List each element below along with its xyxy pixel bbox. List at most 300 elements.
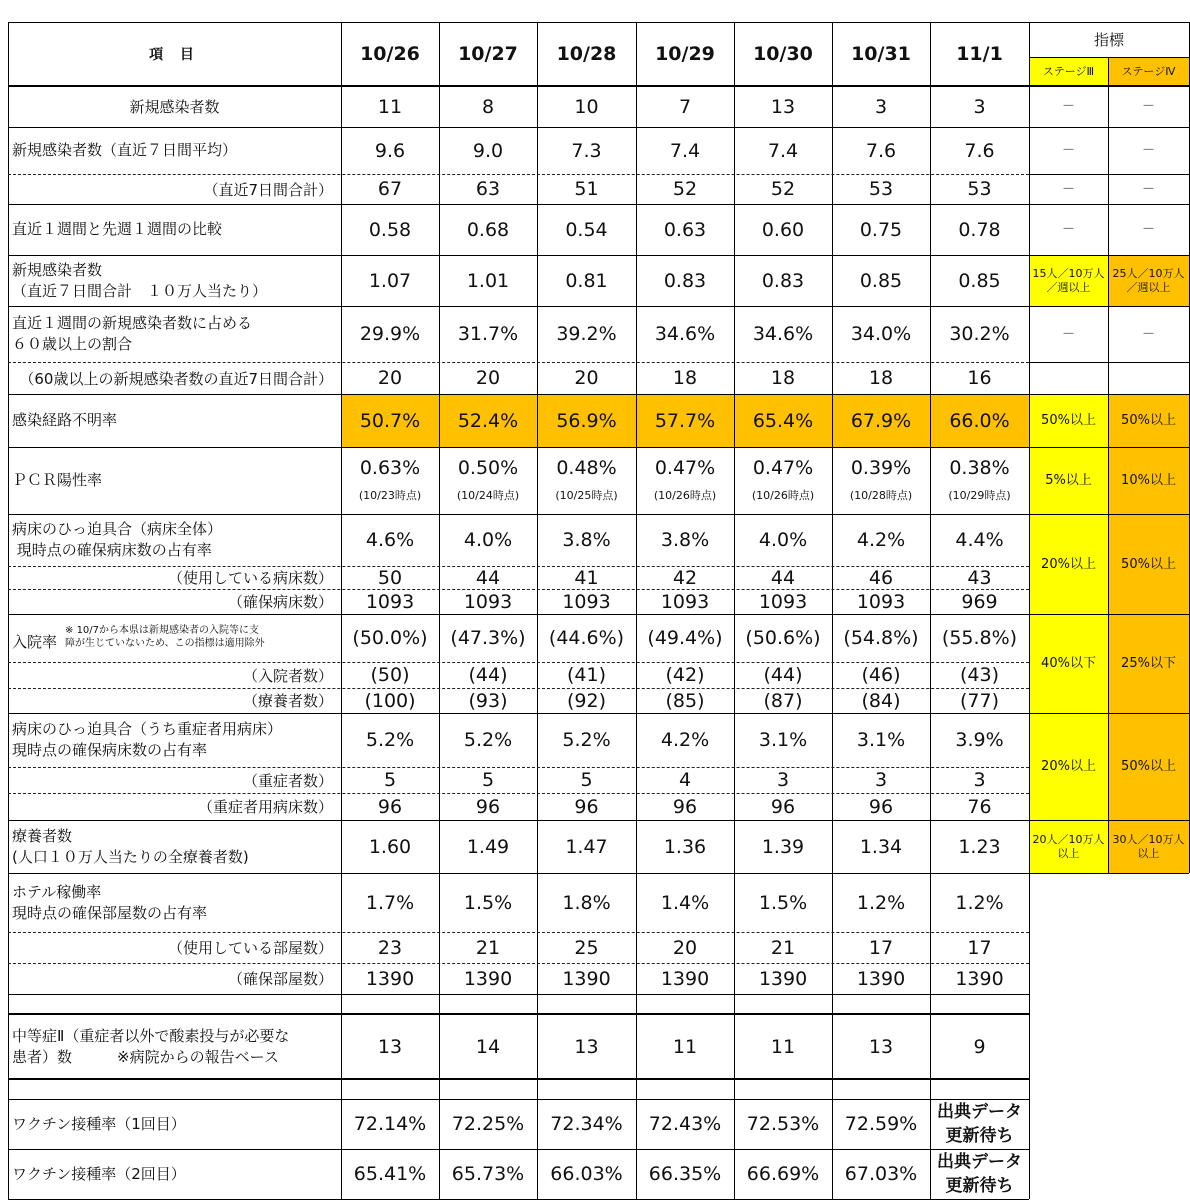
value-hotel_rate-4: 1.5% [758,891,808,914]
row-label-recuperating: （療養者数） [242,692,333,710]
value-blank1-1 [439,994,537,1014]
value-recup100k-4: 1.39 [761,835,805,858]
row-label-new_cases: 新規感染者数 [129,98,220,116]
value-rooms_secured-2: 1390 [562,967,611,990]
table-rule [8,204,1189,205]
dotted-separator [8,362,1029,363]
table-rule [930,22,931,1199]
value-over60sum-0: 20 [377,367,403,389]
value-severe_rate-0: 5.2% [365,729,415,751]
value-new_cases-3: 7 [678,95,692,118]
value-ratio-4: 0.60 [761,218,805,241]
row-label-over60: 直近１週間の新規感染者数に占める ６０歳以上の割合 [12,314,253,353]
value-hosp_rate-2: (44.6%) [548,627,625,649]
table-rule [8,447,1189,448]
value-bed_rate-0: 4.6% [365,529,415,551]
value-moderate2-3: 11 [672,1035,698,1058]
value-over60sum-1: 20 [475,367,501,389]
row-label-per100k: 新規感染者数 （直近７日間合計 １０万人当たり） [12,260,268,300]
stage4-merged-2: 50%以上 [1108,713,1189,820]
value-inpatients-0: (50) [370,664,410,686]
value-over60-5: 34.0% [850,323,912,345]
value-date-note: (10/26時点) [653,488,717,502]
value-date-note: (10/23時点) [358,488,422,502]
value-severe_rate-2: 5.2% [562,729,611,751]
row-label-vax1: ワクチン接種率（1回目） [12,1114,186,1133]
table-rule [8,713,1189,714]
value-rooms_used-2: 25 [574,936,599,959]
value-inpatients-5: (46) [861,664,901,686]
value-per100k-0: 1.07 [368,269,412,292]
value-over60sum-6: 16 [967,367,992,389]
value-per100k-5: 0.85 [859,269,903,292]
value-vax2-1: 65.73% [451,1163,525,1185]
value-rooms_secured-3: 1390 [660,967,710,990]
value-vax1-0: 72.14% [353,1113,427,1135]
value-blank1-6 [930,994,1029,1014]
value-beds_used-6: 43 [967,566,992,589]
row-label-rooms_used: （使用している部屋数） [167,939,333,957]
dotted-separator [8,963,1029,964]
row-label-inpatients: （入院者数） [242,666,333,685]
value-sum7-4: 52 [770,178,796,200]
value-bed_rate-1: 4.0% [463,529,513,551]
value-recup100k-5: 1.34 [859,835,903,858]
stage3-per100k: 15人／10万人 ／週以上 [1029,255,1108,306]
stage4-sum7: － [1141,181,1155,197]
value-severe-4: 3 [776,769,790,791]
value-pcr-4 [734,447,832,514]
stage4-new_cases: － [1141,99,1155,114]
value-new_cases-1: 8 [481,95,495,118]
stage3-header: ステージⅢ [1029,57,1108,86]
value-beds_used-1: 44 [475,566,501,589]
value-new_cases-0: 11 [377,95,403,118]
date-header-0: 10/26 [360,43,420,65]
value-over60-6: 30.2% [949,323,1010,345]
value-blank1-5 [832,994,930,1014]
value-severe_beds-4: 96 [770,795,796,818]
value-severe_rate-4: 3.1% [758,729,808,751]
value-bed_rate-3: 3.8% [660,529,710,551]
value-blank2-1 [439,1079,537,1099]
table-rule [1029,22,1030,1199]
row-label-moderate2: 中等症Ⅱ（重症者以外で酸素投与が必要な 患者）数 ※病院からの報告ベース [12,1026,290,1066]
value-recuperating-2: (92) [566,689,606,712]
value-rooms_secured-0: 1390 [365,967,415,990]
value-per100k-4: 0.83 [761,269,805,292]
row-label-pcr: ＰＣＲ陽性率 [12,471,103,489]
dotted-separator [8,174,1029,175]
value-moderate2-5: 13 [868,1035,894,1058]
date-header-6: 11/1 [956,43,1003,65]
table-rule [8,873,1189,874]
table-rule [8,85,1189,87]
row-label-vax2: ワクチン接種率（2回目） [12,1164,186,1183]
row-label-hotel_rate: ホテル稼働率 現時点の確保部屋数の占有率 [12,882,208,922]
value-hotel_rate-3: 1.4% [660,891,710,914]
value-vax1-2: 72.34% [550,1113,623,1135]
dotted-separator [8,662,1029,663]
value-recup100k-1: 1.49 [466,835,510,858]
row-label-avg7: 新規感染者数（直近７日間平均） [12,141,238,159]
value-inpatients-2: (41) [566,664,606,686]
value-severe_beds-1: 96 [475,795,501,818]
value-rooms_used-3: 20 [672,936,698,959]
value-hotel_rate-2: 1.8% [562,891,611,914]
value-beds_used-2: 41 [574,566,599,589]
value-date-note: (10/24時点) [456,488,520,502]
value-beds_used-0: 50 [377,566,403,589]
value-severe_rate-3: 4.2% [660,729,710,751]
value-blank2-4 [734,1079,832,1099]
value-unknown_route-3: 57.7% [636,394,734,447]
value-blank2-6 [930,1079,1029,1099]
value-over60-3: 34.6% [654,323,716,345]
table-rule [8,1078,1029,1080]
value-ratio-2: 0.54 [565,218,608,241]
value-ratio-0: 0.58 [368,218,412,241]
value-beds_secured-2: 1093 [562,590,611,613]
value-hosp_rate-5: (54.8%) [843,627,919,649]
row-label-beds_secured: （確保病床数） [227,593,333,611]
value-severe_beds-2: 96 [574,795,599,818]
value-pcr-5 [832,447,930,514]
value-blank1-2 [537,994,636,1014]
value-sum7-0: 67 [377,178,403,200]
value-rooms_used-1: 21 [475,936,501,959]
row-label-recup100k: 療養者数 (人口１０万人当たりの全療養者数) [12,826,249,866]
value-severe-2: 5 [580,769,593,791]
date-header-2: 10/28 [556,43,617,65]
value-main: 0.47% [752,456,814,479]
value-unknown_route-4: 65.4% [734,394,832,447]
value-vax2-3: 66.35% [648,1163,722,1185]
value-rooms_secured-6: 1390 [955,967,1004,990]
value-per100k-6: 0.85 [958,269,1001,292]
value-severe-1: 5 [481,769,495,791]
value-avg7-3: 7.4 [669,139,701,162]
value-moderate2-1: 14 [475,1035,501,1058]
stage3-merged-0: 20%以上 [1029,514,1108,614]
value-inpatients-6: (43) [959,664,999,686]
value-avg7-1: 9.0 [472,139,504,162]
value-severe_beds-6: 76 [967,795,992,818]
value-moderate2-4: 11 [770,1035,796,1058]
table-rule [8,820,1189,821]
value-severe_beds-5: 96 [868,795,894,818]
value-recuperating-1: (93) [468,689,508,712]
value-over60sum-4: 18 [770,367,796,389]
value-blank2-3 [636,1079,734,1099]
stage3-unknown_route: 50%以上 [1029,394,1108,447]
row-label-bed_rate: 病床のひっ迫具合（病床全体） 現時点の確保病床数の占有率 [12,520,223,559]
row-label-hosp_rate [8,614,341,662]
value-beds_secured-1: 1093 [463,590,513,613]
value-beds_secured-5: 1093 [856,590,906,613]
value-pcr-2 [537,447,636,514]
date-header-4: 10/30 [753,43,813,65]
value-rooms_secured-4: 1390 [758,967,808,990]
value-over60-2: 39.2% [556,323,617,345]
table-rule [8,994,1029,995]
dotted-separator [8,767,1029,768]
value-sum7-3: 52 [672,178,698,200]
table-rule [636,22,637,1199]
value-recup100k-3: 1.36 [663,835,707,858]
value-unknown_route-0: 50.7% [341,394,439,447]
value-pcr-6 [930,447,1029,514]
row-label-over60sum: （60歳以上の新規感染者数の直近7日間合計） [19,369,333,388]
value-severe-3: 4 [678,769,692,791]
value-recup100k-2: 1.47 [565,835,608,858]
value-new_cases-5: 3 [874,95,888,118]
row-label-severe: （重症者数） [242,771,333,790]
table-rule [8,1149,1029,1150]
stage3-over60: － [1061,326,1075,342]
table-rule [8,394,1189,395]
value-main: 0.47% [654,456,716,479]
value-moderate2-0: 13 [377,1035,403,1058]
value-hotel_rate-5: 1.2% [856,891,906,914]
stage3-merged-1: 40%以下 [1029,614,1108,713]
value-over60sum-5: 18 [868,367,894,389]
value-pcr-1 [439,447,537,514]
value-blank1-3 [636,994,734,1014]
value-bed_rate-2: 3.8% [562,529,611,551]
value-avg7-2: 7.3 [571,139,602,162]
value-main: 0.39% [850,456,912,479]
value-bed_rate-6: 4.4% [955,529,1004,551]
value-severe_beds-0: 96 [377,795,403,818]
value-hosp_rate-0: (50.0%) [352,627,428,649]
value-hotel_rate-1: 1.5% [463,891,513,914]
value-vax2-0: 65.41% [353,1163,427,1185]
value-beds_secured-3: 1093 [660,590,710,613]
value-recup100k-0: 1.60 [368,835,412,858]
value-sum7-5: 53 [868,178,894,200]
table-rule [1108,57,1109,873]
row-label-blank1 [8,994,341,1014]
value-beds_secured-6: 969 [961,590,998,613]
row-label-blank2 [8,1079,341,1099]
value-hosp_rate-4: (50.6%) [745,627,821,649]
value-rooms_used-5: 17 [868,936,894,959]
stage3-sum7: － [1061,181,1075,197]
table-rule [734,22,735,1199]
value-beds_used-5: 46 [868,566,894,589]
dotted-separator [8,688,1029,689]
indicator-blank [1029,362,1189,394]
row-label-rooms_secured: （確保部屋数） [227,970,333,988]
stage3-new_cases: － [1061,99,1075,114]
dotted-separator [8,589,1029,590]
table-rule [8,255,1189,256]
value-vax1-1: 72.25% [451,1113,525,1135]
value-blank2-5 [832,1079,930,1099]
table-rule [8,306,1189,307]
stage3-merged-2: 20%以上 [1029,713,1108,820]
value-ratio-6: 0.78 [958,218,1001,241]
value-vax1-3: 72.43% [648,1113,722,1135]
value-recuperating-5: (84) [861,689,901,712]
value-over60-4: 34.6% [752,323,814,345]
value-vax1-6: 出典データ 更新待ち [937,1102,1022,1146]
value-vax1-4: 72.53% [746,1113,820,1135]
value-blank2-0 [341,1079,439,1099]
value-vax2-2: 66.03% [550,1163,623,1185]
value-beds_secured-0: 1093 [365,590,415,613]
value-blank2-2 [537,1079,636,1099]
value-main: 0.63% [359,456,421,479]
table-rule [832,22,833,1199]
stage4-avg7: － [1141,143,1155,158]
hospitalization-note: ※ 10/7から本県は新規感染者の入院等に支 障が生じていないため、この指標は適用除外 [65,625,265,649]
dotted-separator [8,793,1029,794]
stage4-over60: － [1141,326,1155,342]
value-hosp_rate-6: (55.8%) [941,627,1018,649]
value-new_cases-6: 3 [973,95,986,118]
stage3-avg7: － [1061,143,1075,158]
table-rule [1029,873,1189,874]
value-recuperating-3: (85) [665,689,705,712]
table-rule [8,22,1189,23]
row-label-beds_used: （使用している病床数） [167,569,333,587]
value-moderate2-6: 9 [973,1035,986,1058]
value-date-note: (10/26時点) [751,488,815,502]
value-recup100k-6: 1.23 [958,835,1001,858]
row-label-unknown_route: 感染経路不明率 [12,411,118,429]
value-new_cases-4: 13 [770,95,796,118]
value-main: 0.50% [457,456,519,479]
value-bed_rate-4: 4.0% [758,529,808,551]
value-date-note: (10/25時点) [555,488,618,502]
table-rule [8,1099,1029,1100]
value-inpatients-3: (42) [665,664,705,686]
value-unknown_route-6: 66.0% [930,394,1029,447]
value-sum7-6: 53 [967,178,992,200]
table-rule [8,614,1189,615]
value-beds_secured-4: 1093 [758,590,808,613]
value-unknown_route-1: 52.4% [439,394,537,447]
date-header-1: 10/27 [458,43,518,65]
value-sum7-2: 51 [574,178,599,200]
value-recuperating-6: (77) [959,689,999,712]
value-inpatients-1: (44) [468,664,508,686]
value-avg7-6: 7.6 [964,139,995,162]
value-vax2-5: 67.03% [844,1163,918,1185]
table-rule [1029,362,1189,363]
value-hosp_rate-3: (49.4%) [647,627,723,649]
stage4-recup100k: 30人／10万人 以上 [1108,820,1189,873]
stage4-header: ステージⅣ [1108,57,1189,86]
row-label-ratio: 直近１週間と先週１週間の比較 [12,220,223,238]
row-label-severe_beds: （重症者用病床数） [197,798,333,816]
value-severe_rate-1: 5.2% [463,729,513,751]
value-over60-0: 29.9% [359,323,421,345]
value-rooms_secured-5: 1390 [856,967,906,990]
value-ratio-1: 0.68 [466,218,510,241]
value-rooms_used-6: 17 [967,936,992,959]
value-per100k-3: 0.83 [663,269,707,292]
value-avg7-5: 7.6 [865,139,897,162]
table-rule [537,22,538,1199]
value-inpatients-4: (44) [763,664,803,686]
dotted-separator [8,932,1029,933]
dotted-separator [8,566,1029,567]
value-severe-5: 3 [874,769,888,791]
stage4-per100k: 25人／10万人 ／週以上 [1108,255,1189,306]
value-rooms_secured-1: 1390 [463,967,513,990]
value-recuperating-0: (100) [364,689,416,712]
row-label-sum7: （直近7日間合計） [203,180,333,199]
table-rule [8,127,1189,128]
value-over60sum-3: 18 [672,367,698,389]
value-over60sum-2: 20 [574,367,599,389]
value-pcr-3 [636,447,734,514]
date-header-3: 10/29 [655,43,715,65]
value-beds_used-4: 44 [770,566,796,589]
value-per100k-2: 0.81 [565,269,608,292]
value-rooms_used-4: 21 [770,936,796,959]
value-sum7-1: 63 [475,178,501,200]
stage3-recup100k: 20人／10万人 以上 [1029,820,1108,873]
table-rule [1029,174,1189,175]
stage3-ratio: － [1061,222,1075,237]
value-avg7-4: 7.4 [767,139,799,162]
value-pcr-0 [341,447,439,514]
value-ratio-3: 0.63 [663,218,707,241]
stage3-pcr: 5%以上 [1029,447,1108,514]
value-date-note: (10/28時点) [849,488,913,502]
value-main: 0.48% [556,456,617,479]
stage4-ratio: － [1141,222,1155,237]
row-label-severe_rate: 病床のひっ迫具合（うち重症者用病床） 現時点の確保病床数の占有率 [12,720,283,759]
value-severe_rate-6: 3.9% [955,729,1004,751]
table-rule [8,514,1189,515]
value-moderate2-2: 13 [574,1035,599,1058]
stage4-merged-1: 25%以下 [1108,614,1189,713]
stage4-merged-0: 50%以上 [1108,514,1189,614]
value-severe-0: 5 [383,769,397,791]
value-date-note: (10/29時点) [948,488,1011,502]
stage4-unknown_route: 50%以上 [1108,394,1189,447]
value-over60-1: 31.7% [457,323,519,345]
indicator-header: 指標 [1093,31,1124,49]
value-per100k-1: 1.01 [466,269,510,292]
value-avg7-0: 9.6 [374,139,406,162]
table-rule [8,22,9,1199]
table-rule [1029,57,1189,58]
value-vax2-6: 出典データ 更新待ち [937,1152,1022,1196]
value-severe_beds-3: 96 [672,795,698,818]
value-bed_rate-5: 4.2% [856,529,906,551]
value-vax2-4: 66.69% [746,1163,820,1185]
table-rule [8,1013,1029,1015]
row-label-text: 入院率 [12,633,58,651]
stage4-pcr: 10%以上 [1108,447,1189,514]
value-vax1-5: 72.59% [844,1113,918,1135]
value-rooms_used-0: 23 [377,936,403,959]
date-header-5: 10/31 [851,43,911,65]
value-recuperating-4: (87) [763,689,803,712]
value-hosp_rate-1: (47.3%) [450,627,526,649]
value-severe-6: 3 [973,769,986,791]
value-unknown_route-2: 56.9% [537,394,636,447]
table-rule [341,22,342,1199]
header-item-label: 項 目 [149,47,200,63]
value-beds_used-3: 42 [672,566,698,589]
